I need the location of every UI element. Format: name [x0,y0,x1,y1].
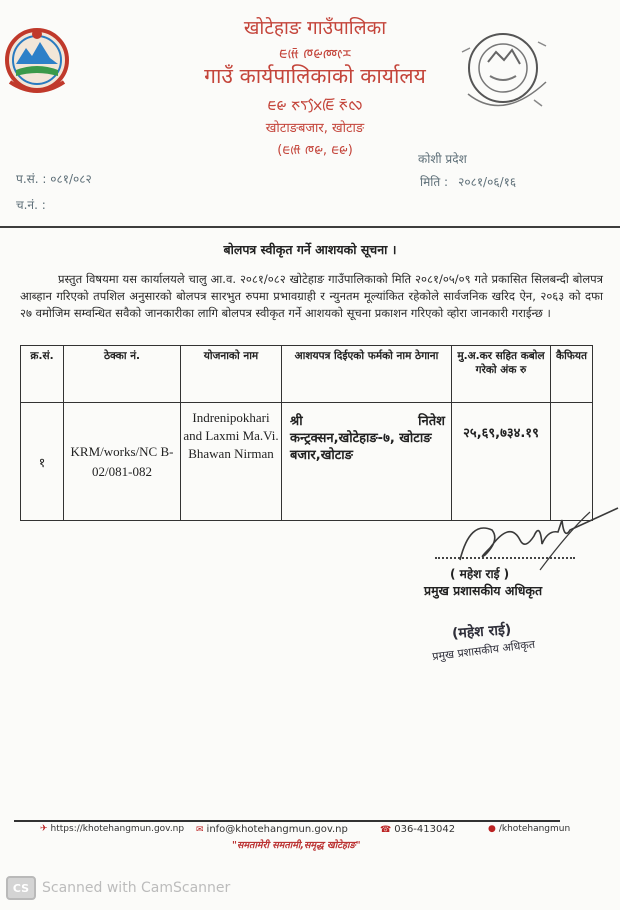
header-firm-name: आशयपत्र दिईएको फर्मको नाम ठेगाना [282,346,452,403]
table-header-row [21,346,593,403]
municipality-name: खोटेहाङ गाउँपालिका [243,17,387,39]
notice-paragraph [20,271,603,322]
firm-address: कन्ट्रक्सन,खोटेहाङ-७, खोटाङ बजार,खोटाङ [290,431,432,463]
footer-website [40,824,184,834]
date-reference [420,173,516,190]
office-address-alt-script: (ᰀᰙᰨᰳ ᰈᰡ, ᰀᰡ) [277,143,353,158]
firm-name: नितेश [418,414,445,429]
cell-contract-no: KRM/works/NC B-02/081-082 [64,403,181,521]
phone-icon: ☎ [380,824,392,835]
province-name: कोशी प्रदेश [418,152,467,166]
cell-project-name: Indrenipokhari and Laxmi Ma.Vi. Bhawan Nirman [181,403,282,521]
ps-value: ०८१/०८२ [50,172,92,186]
date-value: २०८१/०६/१६ [458,175,517,189]
ps-label: प.सं. : [16,172,47,186]
footer-email [196,824,348,835]
header-divider [0,226,620,228]
camscanner-logo: CS [6,876,36,900]
notice-subject: बोलपत्र स्वीकृत गर्ने आशयको सूचना । [223,242,397,257]
cell-firm [282,403,452,521]
signatory-name: ( महेश राई ) [450,567,510,581]
footer-divider [14,820,560,822]
footer-website-text: https://khotehangmun.gov.np [50,824,185,834]
footer-social [488,824,570,834]
header-remarks: कैफियत [551,346,593,403]
office-name-alt-script: ᰀᰡ ᰉᰛᰞᰧᰀᰩ ᰉᰳᰜ [267,96,363,114]
camscanner-watermark [6,876,230,900]
footer-phone-text: 036-413042 [394,824,456,835]
ps-reference [16,170,92,187]
office-seal-stamp [448,22,558,118]
office-name: गाउँ कार्यपालिकाको कार्यालय [204,64,426,88]
camscanner-text: Scanned with CamScanner [42,880,231,896]
cn-reference [16,196,46,213]
notice-paragraph-text: प्रस्तुत विषयमा यस कार्यालयले चालु आ.व. २०८१/०८२ खोटेहाङ गाउँपालिकाको मिति २०८१/०५/०९ गते प्रकासित सिलबन्दी बोलपत्र आब्हान गरिएको तपशिल अनुसारको बोलपत्र सारभुत रुपमा प्रभावग्राही र न्युनतम मूल्यांकित रहेकोले सार्वजनिक खरिद ऐन, २०६३ को दफा २७ वमोजिम सम्वन्धित सवैको जानकारीका लागि बोलपत्र स्वीकृत गर्ने आशयको सूचना प्रकाशन गरिएको व्होरा जानकारी गराईन्छ । [20,272,603,320]
footer-phone [380,824,455,835]
mail-icon: ✉ [196,824,204,835]
header-contract-no: ठेक्का नं. [64,346,181,403]
signature-line [435,557,575,559]
cell-amount: २५,६९,७३४.१९ [452,403,551,521]
stamp-name: (महेश राई) [451,621,512,643]
firm-prefix: श्री [290,414,303,429]
stamp-title: प्रमुख प्रशासकीय अधिकृत [431,637,536,664]
footer-social-text: /khotehangmun [498,824,571,834]
header-sn: क्र.सं. [21,346,64,403]
bid-table [20,345,593,521]
cn-label: च.नं. : [16,198,46,212]
globe-icon: ✈ [40,824,48,834]
signatory-title: प्रमुख प्रशासकीय अधिकृत [424,583,543,598]
nepal-emblem-logo [2,20,72,98]
header-project-name: योजनाको नाम [181,346,282,403]
header-amount: मु.अ.कर सहित कबोल गरेको अंक रु [452,346,551,403]
footer-slogan: "समतामेरी समतामी,समृद्ध खोटेहाङ" [232,840,361,851]
date-label: मिति : [420,175,449,189]
footer-email-text: info@khotehangmun.gov.np [206,824,348,835]
municipality-name-alt-script: ᰀᰙᰨᰳ ᰈᰡᰢᰦᰌ [278,46,352,62]
office-address: खोटाङबजार, खोटाङ [265,121,365,136]
facebook-icon: ● [488,824,496,834]
cell-sn: १ [21,403,64,521]
